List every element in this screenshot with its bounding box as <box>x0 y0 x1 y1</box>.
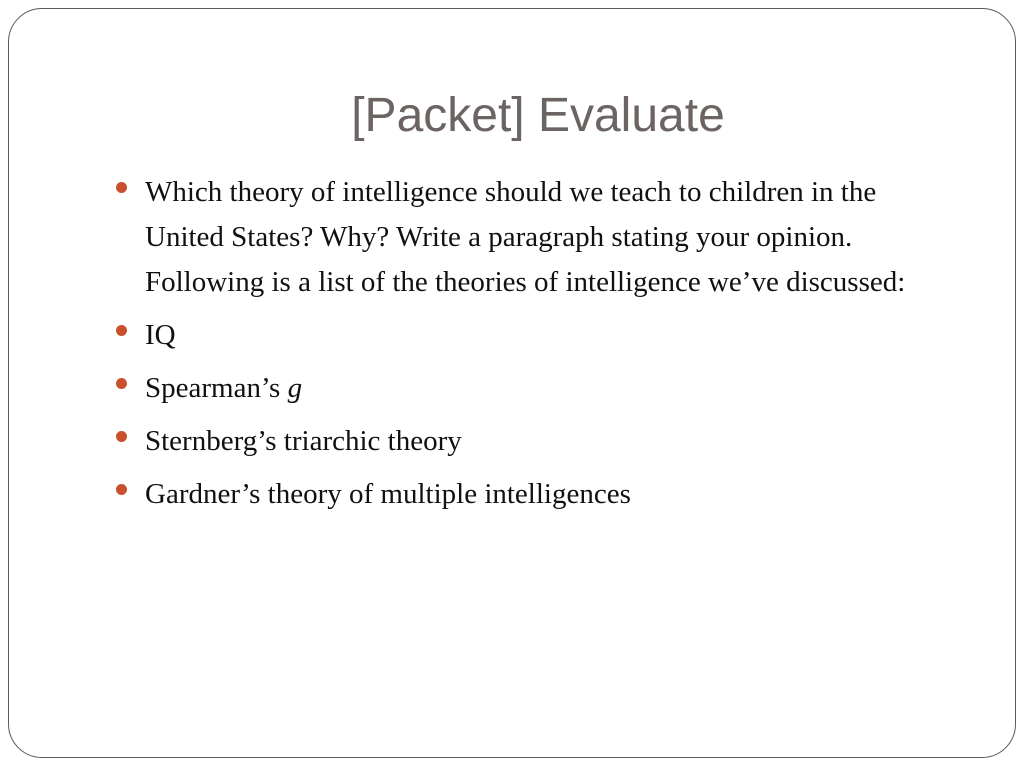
slide-title: [Packet] Evaluate <box>351 89 725 142</box>
bullet-item-spearman <box>114 366 914 411</box>
bullet-item-sternberg <box>114 419 914 464</box>
bullet-item-gardner <box>114 472 914 517</box>
bullet-dot <box>116 378 127 389</box>
bullet-dot <box>116 484 127 495</box>
bullet-dot <box>116 325 127 336</box>
bullet-item-iq <box>114 313 914 358</box>
bullet-dot <box>116 182 127 193</box>
bullet-text: Sternberg’s triarchic theory <box>145 425 462 457</box>
bullet-emphasis: g <box>287 372 303 404</box>
bullet-item-question <box>114 170 914 305</box>
bullet-text: Gardner’s theory of multiple intelligences <box>145 478 631 510</box>
bullet-dot <box>116 431 127 442</box>
bullet-list <box>114 170 914 525</box>
bullet-text: Spearman’s <box>145 372 288 404</box>
bullet-text: IQ <box>145 319 176 351</box>
bullet-text: Which theory of intelligence should we teach to children in the United States? Why? Write a paragraph stating your opinion. Following is a list of the theories of intelligence we’ve discussed: <box>145 176 906 298</box>
